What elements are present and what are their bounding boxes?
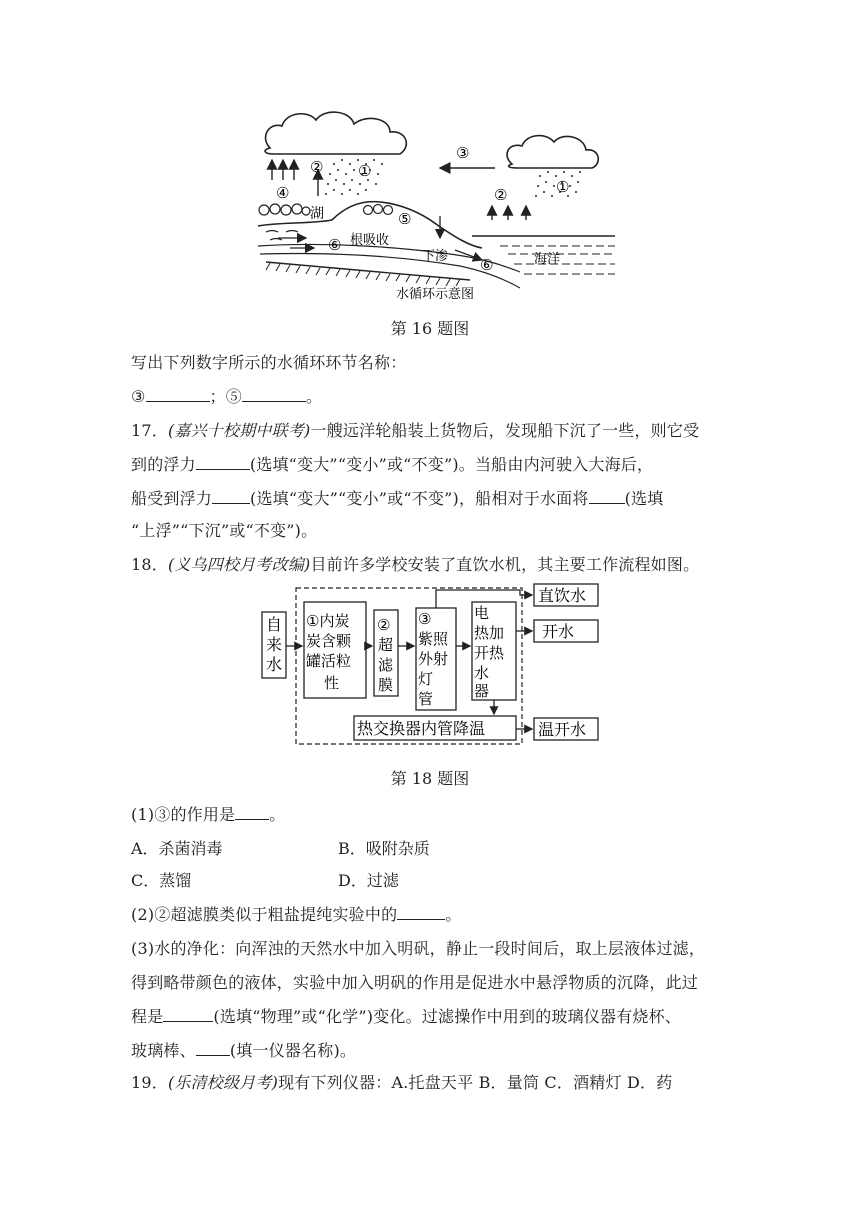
label-n1a: ①	[358, 162, 372, 180]
option-b[interactable]: B．吸附杂质	[338, 839, 430, 858]
q17-blank-3[interactable]	[589, 489, 625, 504]
q17-line3-c: (选填	[624, 489, 664, 508]
box-heater-2: 热加	[474, 624, 505, 642]
q16-sep: ；⑤	[209, 387, 242, 406]
label-seep: 下渗	[422, 249, 449, 264]
q18-sub3-line3-a: 程是	[131, 1007, 164, 1026]
label-n2a: ②	[310, 158, 324, 176]
q18-sub3-line4-b: (填一仪器名称)。	[229, 1041, 357, 1060]
box-uv-3: 外射	[418, 650, 449, 668]
box-carbon-line4: 性	[324, 674, 340, 692]
rain-left	[325, 159, 383, 195]
tap-water-2: 来	[266, 635, 283, 654]
q18-sub3-line3-b: (选填“物理”或“化学”)变化。过滤操作中用到的玻璃仪器有烧杯、	[213, 1007, 682, 1026]
box-heater-1: 电	[474, 604, 490, 622]
box-uv-4: 灯	[418, 670, 434, 688]
water-cycle-figure	[250, 108, 620, 308]
q18-sub3-line2: 得到略带颜色的液体，实验中加入明矾的作用是促进水中悬浮物质的沉降，此过	[131, 973, 699, 992]
q18-sub3-blank-2[interactable]	[196, 1041, 230, 1056]
box-uv-2: 紫照	[418, 630, 449, 648]
right-cloud	[507, 136, 598, 168]
box-carbon-line3: 罐活粒	[306, 652, 352, 670]
q17-line3-a: 船受到浮力	[131, 489, 213, 508]
q18-sub2-end: 。	[445, 905, 462, 924]
box-uv-5: 管	[418, 690, 434, 708]
q18-sub3-line3	[131, 1004, 681, 1027]
box-uv-1: ③	[418, 610, 432, 628]
q17-text: 一艘远洋轮船装上货物后，发现船下沉了一些，则它受	[310, 421, 700, 440]
label-n6b: ⑥	[480, 256, 494, 274]
q16-label-3: ③	[131, 387, 146, 406]
box-ultrafilter-1: ②	[377, 616, 391, 634]
label-n3: ③	[456, 144, 470, 162]
q19-source: (乐清校级月考)	[167, 1073, 279, 1092]
q17-line3	[131, 486, 663, 509]
tap-water-1: 自	[266, 615, 283, 634]
label-n2b: ②	[494, 186, 508, 204]
q17-line2-b: (选填“变大”“变小”或“不变”)。当船由内河驶入大海后，	[249, 455, 654, 474]
out-boiled: 开水	[542, 622, 575, 641]
out-warm: 温开水	[538, 720, 587, 739]
label-n4: ④	[276, 184, 290, 202]
option-c[interactable]: C．蒸馏	[131, 871, 192, 890]
q18-sub3-line1: (3)水的净化：向浑浊的天然水中加入明矾，静止一段时间后，取上层液体过滤，	[131, 939, 706, 958]
label-ocean: 海洋	[534, 252, 561, 267]
q18-sub1-end: 。	[269, 805, 286, 824]
q18-sub1-text: (1)③的作用是	[131, 805, 236, 824]
q19-line1	[131, 1070, 672, 1093]
box-ultrafilter-2: 超	[378, 636, 394, 654]
label-n1b: ①	[556, 178, 570, 196]
option-a[interactable]: A．杀菌消毒	[131, 839, 223, 858]
label-lake: 湖	[310, 206, 324, 222]
water-dispenser-flow-figure	[258, 580, 603, 748]
tap-water-3: 水	[266, 655, 283, 674]
q17-blank-1[interactable]	[196, 455, 250, 470]
box-heater-3: 开热	[474, 644, 505, 662]
figure-16-caption: 第 16 题图	[390, 319, 470, 338]
box-heater-4: 水	[474, 664, 490, 682]
q16-blank-3[interactable]	[146, 387, 210, 402]
box-heater-5: 器	[474, 682, 490, 700]
out-direct-drink: 直饮水	[538, 586, 587, 605]
q18-sub3-line4	[131, 1038, 356, 1061]
q19-number: 19．	[131, 1073, 168, 1092]
q18-sub2-blank[interactable]	[397, 905, 445, 920]
q17-line4: “上浮”“下沉”或“不变”)。	[131, 521, 318, 540]
q18-line1	[131, 552, 699, 575]
option-d[interactable]: D．过滤	[338, 871, 399, 890]
q17-line3-b: (选填“变大”“变小”或“不变”)，船相对于水面将	[250, 489, 589, 508]
q18-number: 18．	[131, 555, 168, 574]
q18-sub1-blank[interactable]	[235, 805, 269, 820]
q18-sub2	[131, 902, 461, 925]
q17-line2-a: 到的浮力	[131, 455, 196, 474]
box-carbon-line1: ①内炭	[306, 612, 350, 630]
box-ultrafilter-3: 滤	[378, 656, 394, 674]
q19-text: 现有下列仪器：A.托盘天平 B．量筒 C．酒精灯 D．药	[278, 1073, 673, 1092]
q18-sub2-text: (2)②超滤膜类似于粗盐提纯实验中的	[131, 905, 398, 924]
label-title: 水循环示意图	[396, 287, 475, 302]
q16-prompt: 写出下列数字所示的水循环环节名称：	[131, 353, 407, 372]
q16-blank-5[interactable]	[242, 387, 306, 402]
q16-end: 。	[305, 387, 323, 406]
q18-text: 目前许多学校安装了直饮水机，其主要工作流程如图。	[310, 555, 700, 574]
q16-fill-line	[131, 384, 322, 407]
trees-left	[259, 204, 310, 215]
q18-sub3-blank-1[interactable]	[163, 1007, 213, 1022]
flow-diagram	[258, 580, 603, 748]
q18-sub1	[131, 802, 285, 825]
trees-hill	[364, 205, 393, 215]
box-carbon-line2: 炭含颗	[306, 632, 352, 650]
q18-source: (义乌四校月考改编)	[167, 555, 311, 574]
label-root: 根吸收	[350, 233, 390, 248]
q17-blank-2[interactable]	[212, 489, 250, 504]
bedrock-hatch	[266, 263, 460, 286]
box-ultrafilter-4: 膜	[378, 676, 394, 694]
evaporation-arrows-right	[492, 206, 526, 220]
label-n6a: ⑥	[328, 236, 342, 254]
q17-line2	[131, 452, 653, 475]
q17-line1	[131, 418, 699, 441]
q17-number: 17．	[131, 421, 168, 440]
figure-18-caption: 第 18 题图	[390, 769, 470, 788]
label-n5: ⑤	[398, 210, 412, 228]
q18-sub3-line4-a: 玻璃棒、	[131, 1041, 196, 1060]
left-cloud	[265, 112, 406, 154]
q17-source: (嘉兴十校期中联考)	[167, 421, 311, 440]
water-cycle-diagram	[250, 108, 620, 308]
heat-exchanger-label: 热交换器内管降温	[357, 719, 486, 738]
